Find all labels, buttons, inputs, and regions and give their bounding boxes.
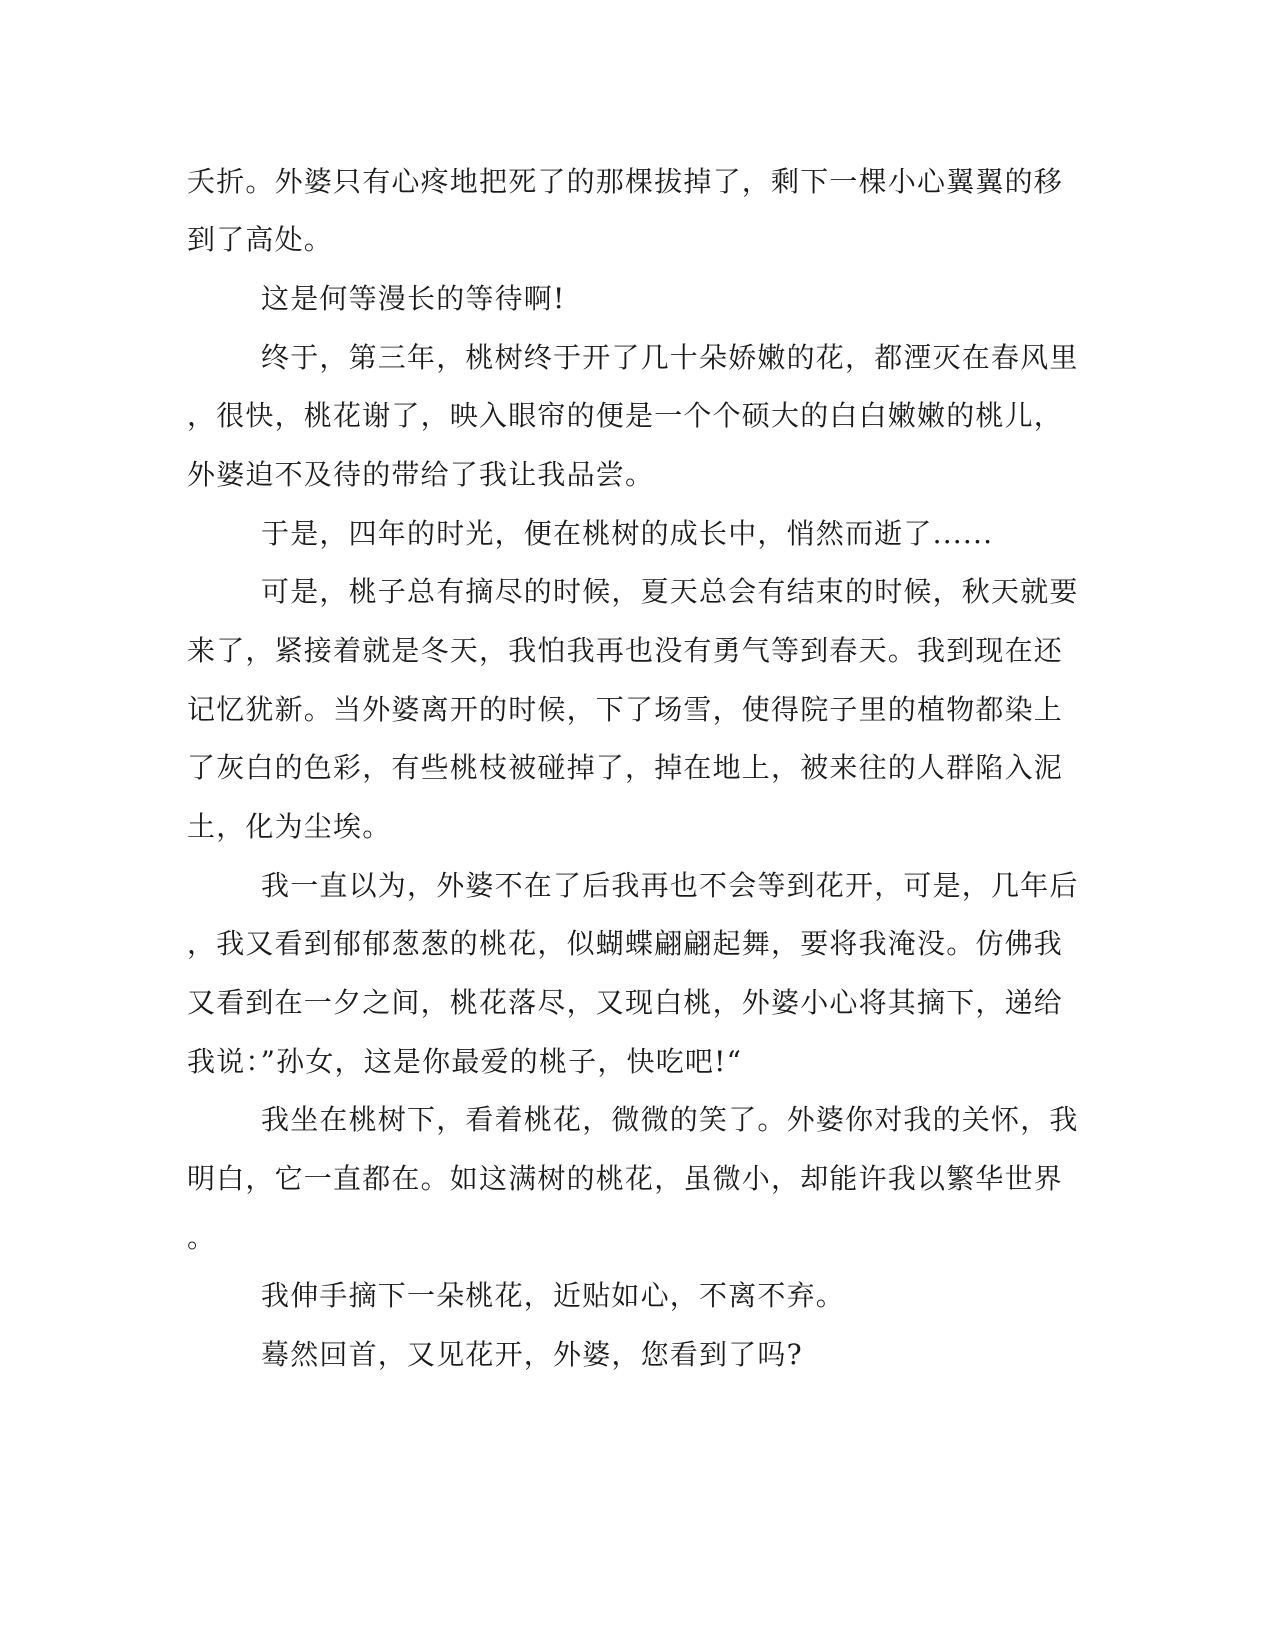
- paragraph-first-line: 我坐在桃树下，看着桃花，微微的笑了。外婆你对我的关怀，我: [261, 1103, 1079, 1136]
- text-line: 明白，它一直都在。如这满树的桃花，虽微小，却能许我以繁华世界: [187, 1162, 1064, 1195]
- text-line: 又看到在一夕之间，桃花落尽，又现白桃，外婆小心将其摘下，递给: [187, 986, 1064, 1019]
- text-line: 外婆迫不及待的带给了我让我品尝。: [187, 458, 655, 491]
- text-line: 了灰白的色彩，有些桃枝被碰掉了，掉在地上，被来往的人群陷入泥: [187, 751, 1064, 784]
- paragraph-first-line: 于是，四年的时光，便在桃树的成长中，悄然而逝了......: [261, 517, 994, 550]
- text-line: 到了高处。: [187, 223, 334, 256]
- text-line: ，我又看到郁郁葱葱的桃花，似蝴蝶翩翩起舞，要将我淹没。仿佛我: [187, 927, 1064, 960]
- paragraph-first-line: 我一直以为，外婆不在了后我再也不会等到花开，可是，几年后: [261, 869, 1079, 902]
- text-line: 记忆犹新。当外婆离开的时候，下了场雪，使得院子里的植物都染上: [187, 693, 1064, 726]
- paragraph-first-line: 我伸手摘下一朵桃花，近贴如心，不离不弃。: [261, 1279, 846, 1312]
- text-line: 我说：”孙女，这是你最爱的桃子，快吃吧!“: [187, 1045, 743, 1078]
- paragraph-first-line: 可是，桃子总有摘尽的时候，夏天总会有结束的时候，秋天就要: [261, 575, 1079, 608]
- text-line: 土，化为尘埃。: [187, 810, 392, 843]
- text-line: 来了，紧接着就是冬天，我怕我再也没有勇气等到春天。我到现在还: [187, 634, 1064, 667]
- text-line: 夭折。外婆只有心疼地把死了的那棵拔掉了，剩下一棵小心翼翼的移: [187, 165, 1064, 198]
- text-line: 。: [187, 1221, 217, 1254]
- paragraph-first-line: 终于，第三年，桃树终于开了几十朵娇嫩的花，都湮灭在春风里: [261, 341, 1079, 374]
- paragraph-first-line: 蓦然回首，又见花开，外婆，您看到了吗?: [261, 1338, 803, 1371]
- text-line: ，很快，桃花谢了，映入眼帘的便是一个个硕大的白白嫩嫩的桃儿，: [187, 399, 1064, 432]
- paragraph-first-line: 这是何等漫长的等待啊!: [261, 282, 566, 315]
